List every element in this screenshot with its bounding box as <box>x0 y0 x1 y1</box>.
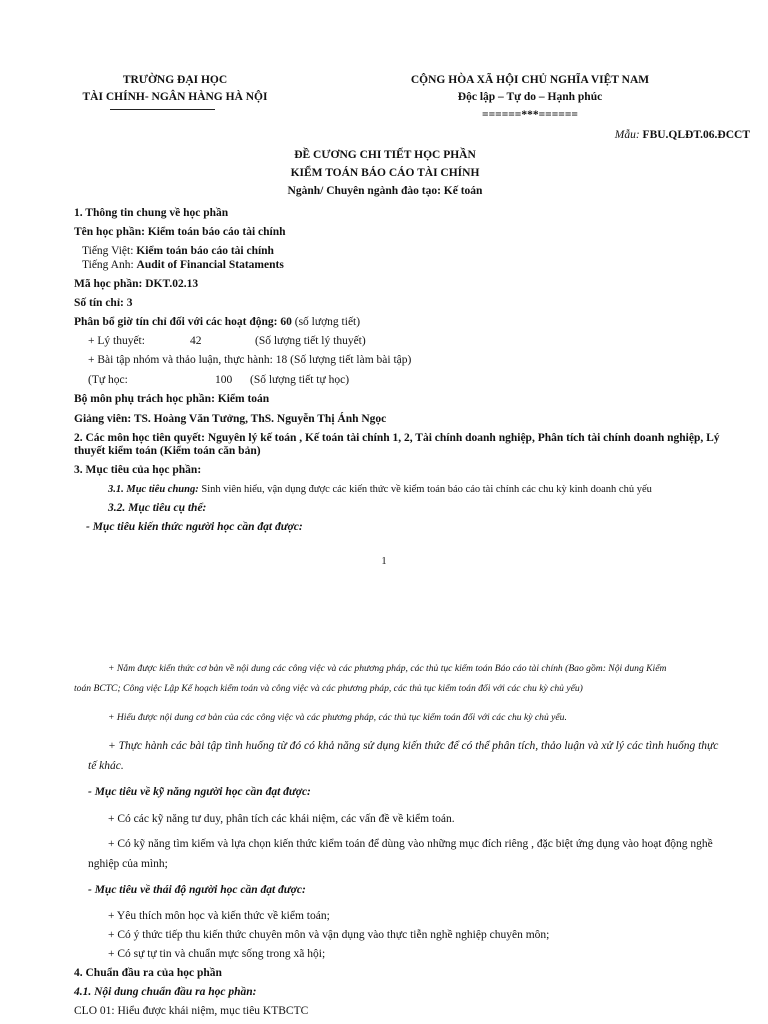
self-study-value: 100 <box>215 374 233 386</box>
credits: Số tín chỉ: 3 <box>74 297 133 309</box>
english-label: Tiếng Anh: <box>82 259 134 271</box>
lecturers: Giảng viên: TS. Hoàng Văn Tưởng, ThS. Nguyễn Thị Ánh Ngọc <box>74 413 387 425</box>
hours-allocation-note: (số lượng tiết) <box>294 316 361 328</box>
skill-item-2-line1: + Có kỹ năng tìm kiếm và lựa chọn kiến thức kiểm toán để dùng vào những mục đích riêng , đặc biệt ứng dụng vào hoạt động nghề <box>108 838 713 850</box>
hours-allocation <box>74 316 360 328</box>
major-line: Ngành/ Chuyên ngành đào tạo: Kế toán <box>287 185 483 197</box>
school-name-line2: TÀI CHÍNH- NGÂN HÀNG HÀ NỘI <box>82 91 268 103</box>
specific-goal: 3.2. Mục tiêu cụ thể: <box>108 502 207 514</box>
department: Bộ môn phụ trách học phần: Kiểm toán <box>74 393 270 405</box>
country-separator: ======***====== <box>482 109 578 121</box>
knowledge-item-2: + Hiểu được nội dung cơ bản của các công việc và các phương pháp, các thủ tục kiểm toán đối với các chu kỳ chủ yếu. <box>108 712 567 723</box>
skill-item-2-line2: nghiệp của mình; <box>88 858 168 870</box>
hours-allocation-label: Phân bổ giờ tín chỉ đối với các hoạt động: 60 <box>74 316 292 328</box>
knowledge-item-1-line2: toán BCTC; Công việc Lập Kế hoạch kiểm toán và công việc và các phương pháp, các thủ tục kiểm toán đối với các chu kỳ chủ yếu) <box>74 683 583 694</box>
course-name: Tên học phần: Kiểm toán báo cáo tài chính <box>74 226 286 238</box>
english-name-row <box>82 259 284 271</box>
section-1-heading: 1. Thông tin chung về học phần <box>74 207 229 219</box>
self-study-note: (Số lượng tiết tự học) <box>250 374 350 386</box>
theory-note: (Số lượng tiết lý thuyết) <box>255 335 366 347</box>
section-4-1-heading: 4.1. Nội dung chuẩn đầu ra học phần: <box>74 986 257 998</box>
prerequisites-line1: 2. Các môn học tiên quyết: Nguyên lý kế toán , Kế toán tài chính 1, 2, Tài chính doanh nghiệp, Phân tích tài chính doanh nghiệp, Lý <box>74 432 720 444</box>
clo-01: CLO 01: Hiểu được khái niệm, mục tiêu KTBCTC <box>74 1005 309 1017</box>
skill-item-1: + Có các kỹ năng tư duy, phân tích các khái niệm, các vấn đề về kiểm toán. <box>108 813 455 825</box>
section-3-heading: 3. Mục tiêu của học phần: <box>74 464 202 476</box>
knowledge-item-1-line1: + Nắm được kiến thức cơ bản về nội dung các công việc và các phương pháp, các thủ tục kiểm toán Báo cáo tài chính (Bao gồm: Nội dung Kiểm <box>108 663 667 674</box>
country-motto: Độc lập – Tự do – Hạnh phúc <box>457 91 603 103</box>
course-title: KIỂM TOÁN BÁO CÁO TÀI CHÍNH <box>290 167 480 179</box>
skill-goal-heading: - Mục tiêu về kỹ năng người học cần đạt được: <box>88 786 311 798</box>
knowledge-item-3-line2: tế khác. <box>88 760 124 772</box>
english-value: Audit of Financial Stataments <box>136 259 284 271</box>
theory-label: + Lý thuyết: <box>88 335 145 347</box>
general-goal-text: Sinh viên hiểu, vận dụng được các kiến thức về kiểm toán báo cáo tài chính các chu kỳ kinh doanh chủ yếu <box>201 484 652 495</box>
general-goal <box>108 484 652 495</box>
knowledge-goal-heading: - Mục tiêu kiến thức người học cần đạt được: <box>86 521 303 533</box>
form-code-value: FBU.QLĐT.06.ĐCCT <box>642 129 750 141</box>
attitude-item-2: + Có ý thức tiếp thu kiến thức chuyên môn và vận dụng vào thực tiễn nghề nghiệp chuyên môn; <box>108 929 550 941</box>
country-name: CỘNG HÒA XÃ HỘI CHỦ NGHĨA VIỆT NAM <box>410 74 650 86</box>
attitude-item-1: + Yêu thích môn học và kiến thức về kiểm toán; <box>108 910 330 922</box>
course-code: Mã học phần: DKT.02.13 <box>74 278 199 290</box>
vietnamese-value: Kiểm toán báo cáo tài chính <box>136 245 274 257</box>
page-number: 1 <box>381 556 387 567</box>
section-4-heading: 4. Chuẩn đầu ra của học phần <box>74 967 222 979</box>
exercise-hours: + Bài tập nhóm và thảo luận, thực hành: 18 (Số lượng tiết làm bài tập) <box>88 354 412 366</box>
self-study-label: (Tự học: <box>88 374 128 386</box>
form-code-label: Mẫu: <box>614 129 640 141</box>
attitude-item-3: + Có sự tự tin và chuẩn mực sống trong xã hội; <box>108 948 326 960</box>
vietnamese-name-row <box>82 245 274 257</box>
general-goal-label: 3.1. Mục tiêu chung: <box>108 484 199 495</box>
vietnamese-label: Tiếng Việt: <box>82 245 134 257</box>
document-title: ĐỀ CƯƠNG CHI TIẾT HỌC PHẦN <box>294 149 476 161</box>
knowledge-item-3-line1: + Thực hành các bài tập tình huống từ đó có khả năng sử dụng kiến thức để có thể phân tích, thảo luận và xử lý các tình huống thực <box>108 740 719 752</box>
school-name-line1: TRƯỜNG ĐẠI HỌC <box>122 74 228 86</box>
school-underline <box>110 109 215 110</box>
prerequisites-line2: thuyết kiểm toán (Kiểm toán căn bản) <box>74 445 261 457</box>
form-code <box>615 129 750 141</box>
theory-value: 42 <box>190 335 202 347</box>
attitude-goal-heading: - Mục tiêu về thái độ người học cần đạt được: <box>88 884 306 896</box>
